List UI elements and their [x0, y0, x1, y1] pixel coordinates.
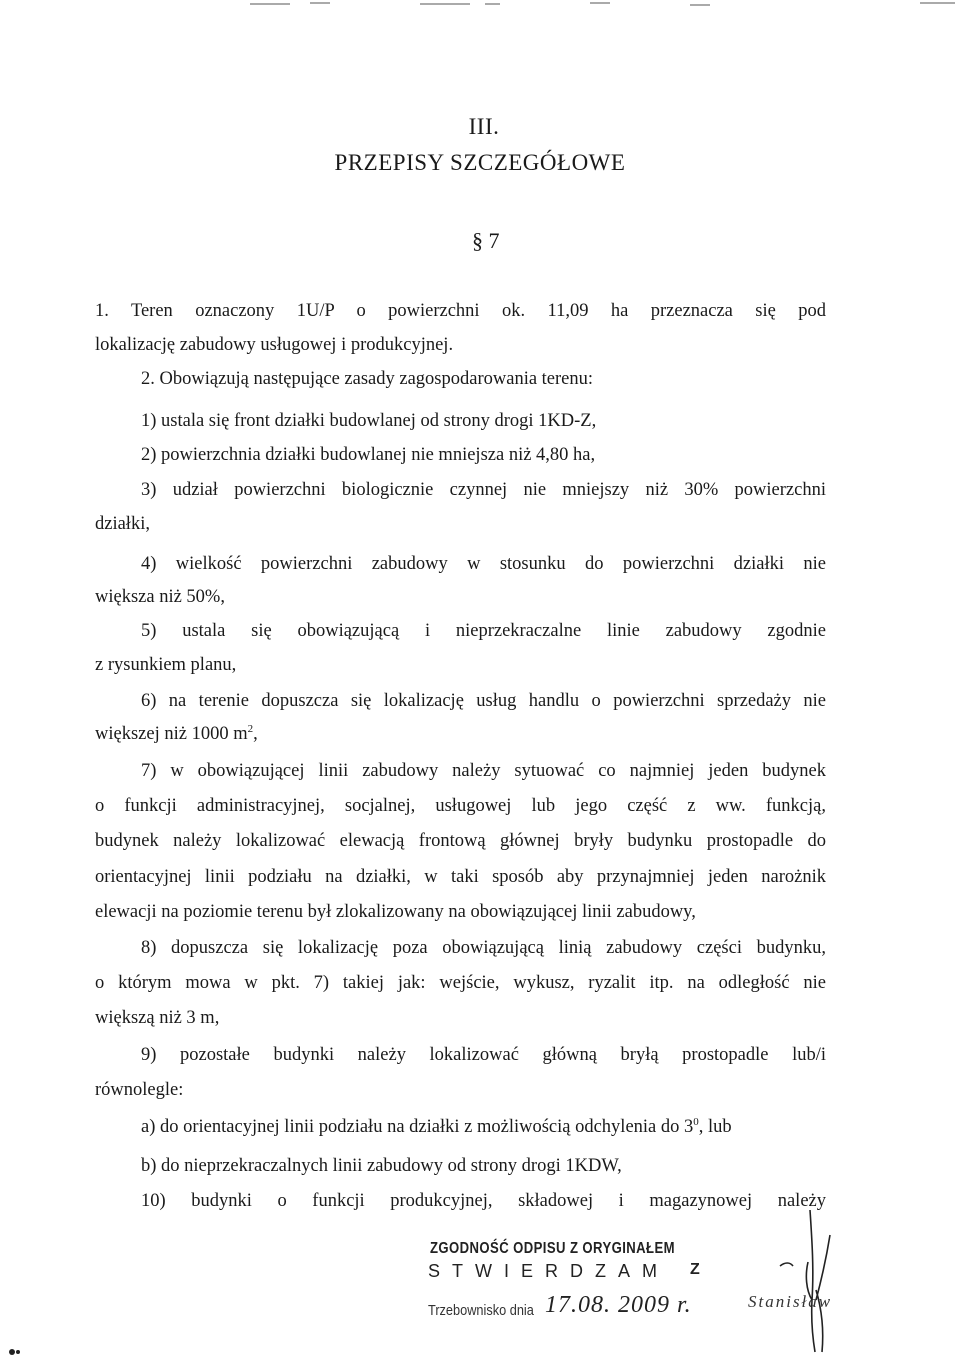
text-line: b) do nieprzekraczalnych linii zabudowy od strony drogi 1KDW, — [141, 1156, 622, 1176]
text-line: orientacyjnej linii podziału na działki, w taki sposób aby przynajmniej jeden narożnik — [95, 867, 826, 887]
text-line: 8) dopuszcza się lokalizację poza obowiązującą linią zabudowy części budynku, — [141, 938, 826, 958]
stamp-name: Stanisław — [748, 1292, 833, 1311]
text-line: 1) ustala się front działki budowlanej od strony drogi 1KD-Z, — [141, 411, 597, 431]
text-line: a) do orientacyjnej linii podziału na działki z możliwością odchylenia do $3^0$, lub — [141, 1116, 732, 1137]
text-line: lokalizację zabudowy usługowej i produkcyjnej. — [95, 335, 454, 355]
text-line: 6) na terenie dopuszcza się lokalizację usług handlu o powierzchni sprzedaży nie — [141, 691, 826, 711]
text-line: o którym mowa w pkt. 7) takiej jak: wejście, wykusz, ryzalit itp. na odległość nie — [95, 973, 826, 993]
text-line: równolegle: — [95, 1080, 184, 1100]
section-title: PRZEPISY SZCZEGÓŁOWE — [334, 150, 626, 175]
text-line: 7) w obowiązującej linii zabudowy należy sytuować co najmniej jeden budynek — [141, 761, 826, 781]
text-line: z rysunkiem planu, — [95, 655, 237, 675]
text-line: 2. Obowiązują następujące zasady zagospodarowania terenu: — [141, 369, 594, 389]
text-line: 5) ustala się obowiązującą i nieprzekraczalne linie zabudowy zgodnie — [141, 621, 826, 641]
stamp-handwritten-date: 17.08. 2009 r. — [545, 1292, 692, 1318]
paragraph-number: § 7 — [472, 228, 500, 253]
section-number: III. — [468, 114, 500, 139]
text-line: większej niż 1000 $m^2$, — [95, 723, 258, 744]
stamp-z: Z — [690, 1261, 700, 1278]
text-line: większa niż 50%, — [95, 587, 225, 607]
stamp-confirm: STWIERDZAM — [428, 1261, 669, 1281]
text-line: większą niż 3 m, — [95, 1008, 220, 1028]
text-line: 1. Teren oznaczony 1U/P o powierzchni ok. 11,09 ha przeznacza się pod — [95, 301, 826, 321]
stamp-certification: ZGODNOŚĆ ODPISU Z ORYGINAŁEM — [430, 1240, 675, 1257]
text-line: budynek należy lokalizować elewacją frontową głównej bryły budynku prostopadle do — [95, 831, 826, 851]
text-line: 2) powierzchnia działki budowlanej nie mniejsza niż 4,80 ha, — [141, 445, 596, 465]
text-line: 3) udział powierzchni biologicznie czynnej nie mniejszy niż 30% powierzchni — [141, 480, 826, 500]
text-line: działki, — [95, 514, 150, 534]
text-line: elewacji na poziomie terenu był zlokalizowany na obowiązującej linii zabudowy, — [95, 902, 696, 922]
stamp-place-date-label: Trzebownisko dnia — [428, 1302, 534, 1319]
text-line: 9) pozostałe budynki należy lokalizować główną bryłą prostopadle lub/i — [141, 1045, 826, 1065]
text-line: 4) wielkość powierzchni zabudowy w stosunku do powierzchni działki nie — [141, 554, 826, 574]
text-line: 10) budynki o funkcji produkcyjnej, składowej i magazynowej należy — [141, 1191, 826, 1211]
text-line: o funkcji administracyjnej, socjalnej, usługowej lub jego część z ww. funkcją, — [95, 796, 826, 816]
